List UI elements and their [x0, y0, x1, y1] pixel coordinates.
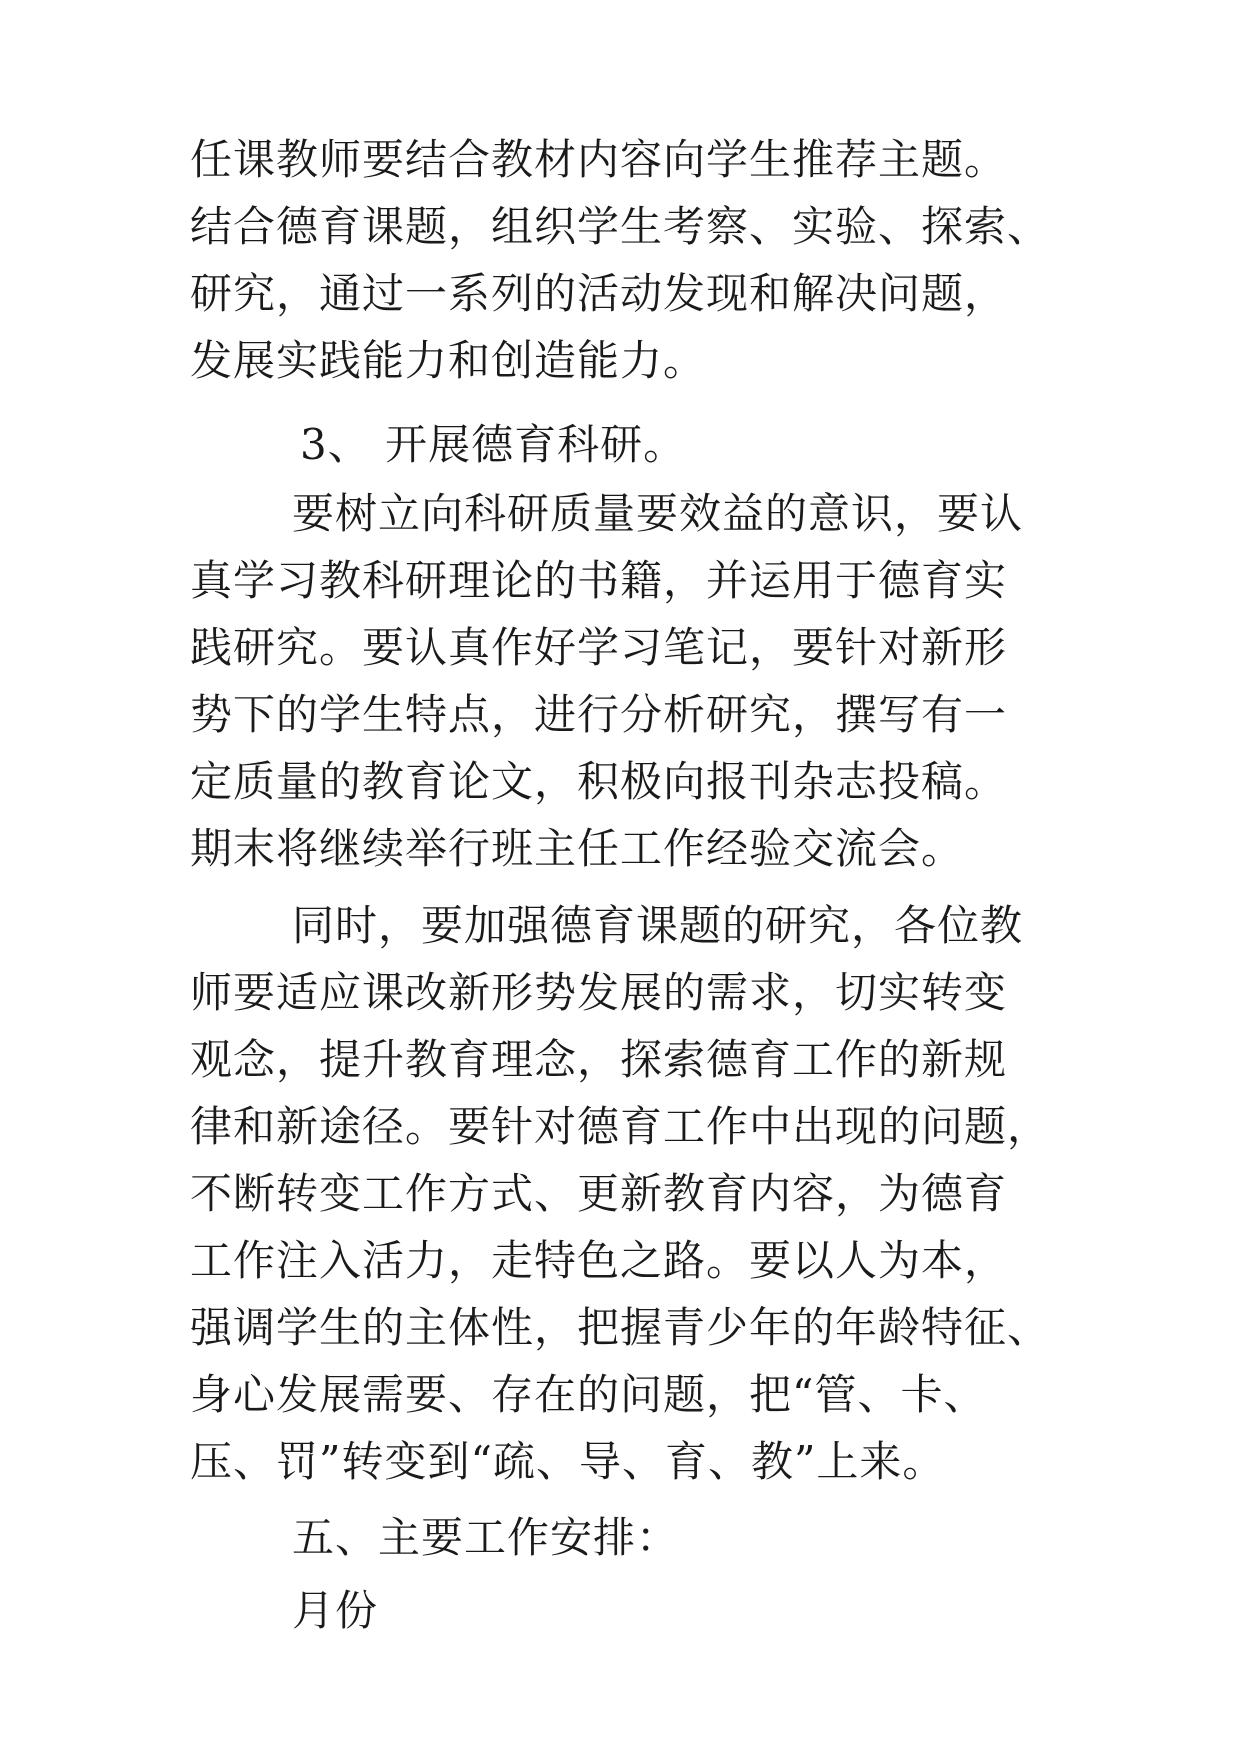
text-line: 势下的学生特点，进行分析研究，撰写有一 — [190, 690, 1008, 739]
text-line: 强调学生的主体性，把握青少年的年龄特征、 — [190, 1303, 1051, 1352]
text-line: 真学习教科研理论的书籍，并运用于德育实 — [190, 556, 1008, 605]
text-line: 压、罚”转变到“疏、导、育、教”上来。 — [190, 1437, 946, 1486]
text-line: 践研究。要认真作好学习笔记，要针对新形 — [190, 623, 1008, 672]
text-line: 结合德育课题，组织学生考察、实验、探索、 — [190, 202, 1051, 251]
text-line: 月份 — [292, 1586, 379, 1635]
text-line: 期末将继续举行班主任工作经验交流会。 — [190, 824, 965, 873]
text-line: 不断转变工作方式、更新教育内容，为德育 — [190, 1169, 1008, 1218]
text-line: 师要适应课改新形势发展的需求，切实转变 — [190, 968, 1008, 1017]
text-line: 律和新途径。要针对德育工作中出现的问题， — [190, 1102, 1051, 1151]
section-heading: 3、 开展德育科研。 — [300, 420, 687, 469]
text-line: 研究，通过一系列的活动发现和解决问题， — [190, 269, 1008, 318]
text-line: 同时，要加强德育课题的研究，各位教 — [292, 901, 1024, 950]
text-line: 身心发展需要、存在的问题，把“管、卡、 — [190, 1370, 987, 1419]
text-line: 要树立向科研质量要效益的意识，要认 — [292, 489, 1024, 538]
section-heading: 五、主要工作安排： — [292, 1513, 680, 1562]
text-line: 发展实践能力和创造能力。 — [190, 336, 707, 385]
text-line: 定质量的教育论文，积极向报刊杂志投稿。 — [190, 757, 1008, 806]
text-line: 观念，提升教育理念，探索德育工作的新规 — [190, 1035, 1008, 1084]
text-line: 工作注入活力，走特色之路。要以人为本， — [190, 1236, 1008, 1285]
text-line: 任课教师要结合教材内容向学生推荐主题。 — [190, 135, 1008, 184]
